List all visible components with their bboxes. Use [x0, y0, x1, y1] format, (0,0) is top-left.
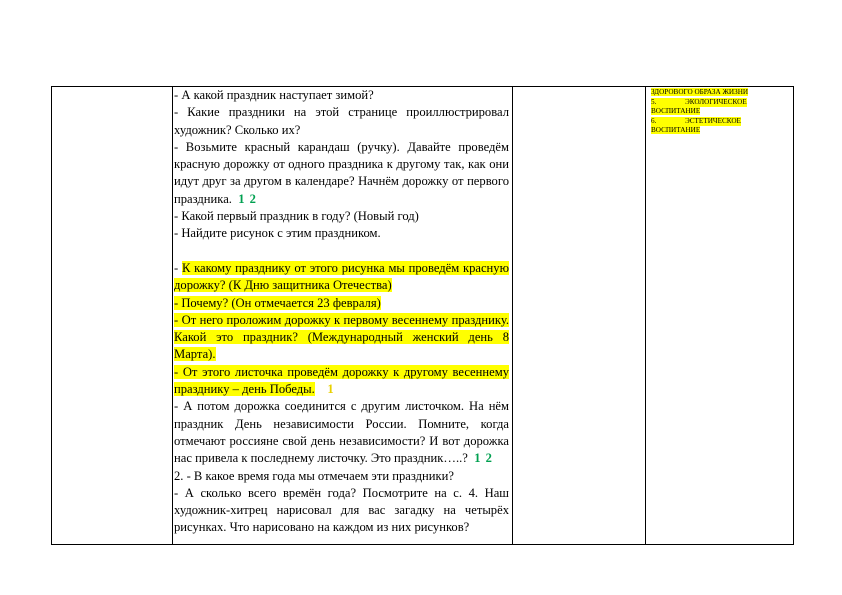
- highlighted-text: - От него проложим дорожку к первому весеннему празднику. Какой это праздник? (Международный женский день 8 Марта).: [174, 312, 509, 362]
- highlighted-text: - Почему? (Он отмечается 23 февраля): [174, 295, 381, 310]
- text-line: [174, 398, 509, 467]
- text-line-body: - Возьмите красный карандаш (ручку). Давайте проведём красную дорожку от одного праздника к другому так, как они идут друг за другом в календаре? Начнём дорожку от первого праздника.: [174, 139, 509, 206]
- column-divider: [512, 87, 513, 544]
- highlighted-text: - От этого листочка проведём дорожку к другому весеннему празднику – день Победы.: [174, 364, 509, 397]
- goal-line: [651, 126, 794, 136]
- text-line: [174, 364, 509, 399]
- column-divider: [645, 87, 646, 544]
- goal-number: 6.: [651, 117, 685, 127]
- highlighted-text: К какому празднику от этого рисунка мы проведём красную дорожку? (К Дню защитника Отечества): [174, 260, 509, 293]
- goal-item-6: [651, 117, 794, 127]
- text-line: - Какие праздники на этой странице проиллюстрировал художник? Сколько их?: [174, 105, 509, 137]
- column-divider: [172, 87, 173, 544]
- number-mark: 1 2: [474, 451, 493, 466]
- goal-line: [651, 107, 794, 117]
- text-line: [174, 295, 509, 312]
- goal-text: ЭКОЛОГИЧЕСКОЕ: [685, 97, 747, 106]
- goal-number: 5.: [651, 98, 685, 108]
- goals-cell: [651, 88, 794, 136]
- goal-item-5: [651, 98, 794, 108]
- goal-text: ЗДОРОВОГО ОБРАЗА ЖИЗНИ: [651, 88, 749, 96]
- text-line: [174, 260, 509, 295]
- dash: -: [174, 260, 179, 275]
- goal-text: ВОСПИТАНИЕ: [651, 126, 701, 135]
- number-mark: 1 2: [238, 191, 257, 206]
- text-line: 2. - В какое время года мы отмечаем эти праздники?: [174, 468, 454, 483]
- lesson-content-cell: [174, 87, 509, 537]
- text-line: - А какой праздник наступает зимой?: [174, 88, 374, 102]
- lesson-table: [51, 86, 794, 545]
- goal-text: ВОСПИТАНИЕ: [651, 107, 701, 116]
- text-line: [174, 139, 509, 208]
- text-line-body: - А потом дорожка соединится с другим листочком. На нём праздник День независимости России. Помните, когда отмечают россияне свой день независимости? И вот дорожка нас привела к последнему листочку. Это праздник…..?: [174, 399, 509, 466]
- text-line: - Найдите рисунок с этим праздником.: [174, 226, 381, 241]
- text-line: [174, 312, 509, 364]
- text-line: - А сколько всего времён года? Посмотрите на с. 4. Наш художник-хитрец нарисовал для вас загадку на четырёх рисунках. Что нарисовано на каждом из них рисунков?: [174, 485, 509, 535]
- text-line: - Какой первый праздник в году? (Новый год): [174, 209, 419, 224]
- blank-line: [174, 243, 509, 260]
- goal-text: ЭСТЕТИЧЕСКОЕ: [685, 116, 741, 125]
- number-mark: 1: [327, 382, 334, 397]
- goal-line: [651, 88, 794, 98]
